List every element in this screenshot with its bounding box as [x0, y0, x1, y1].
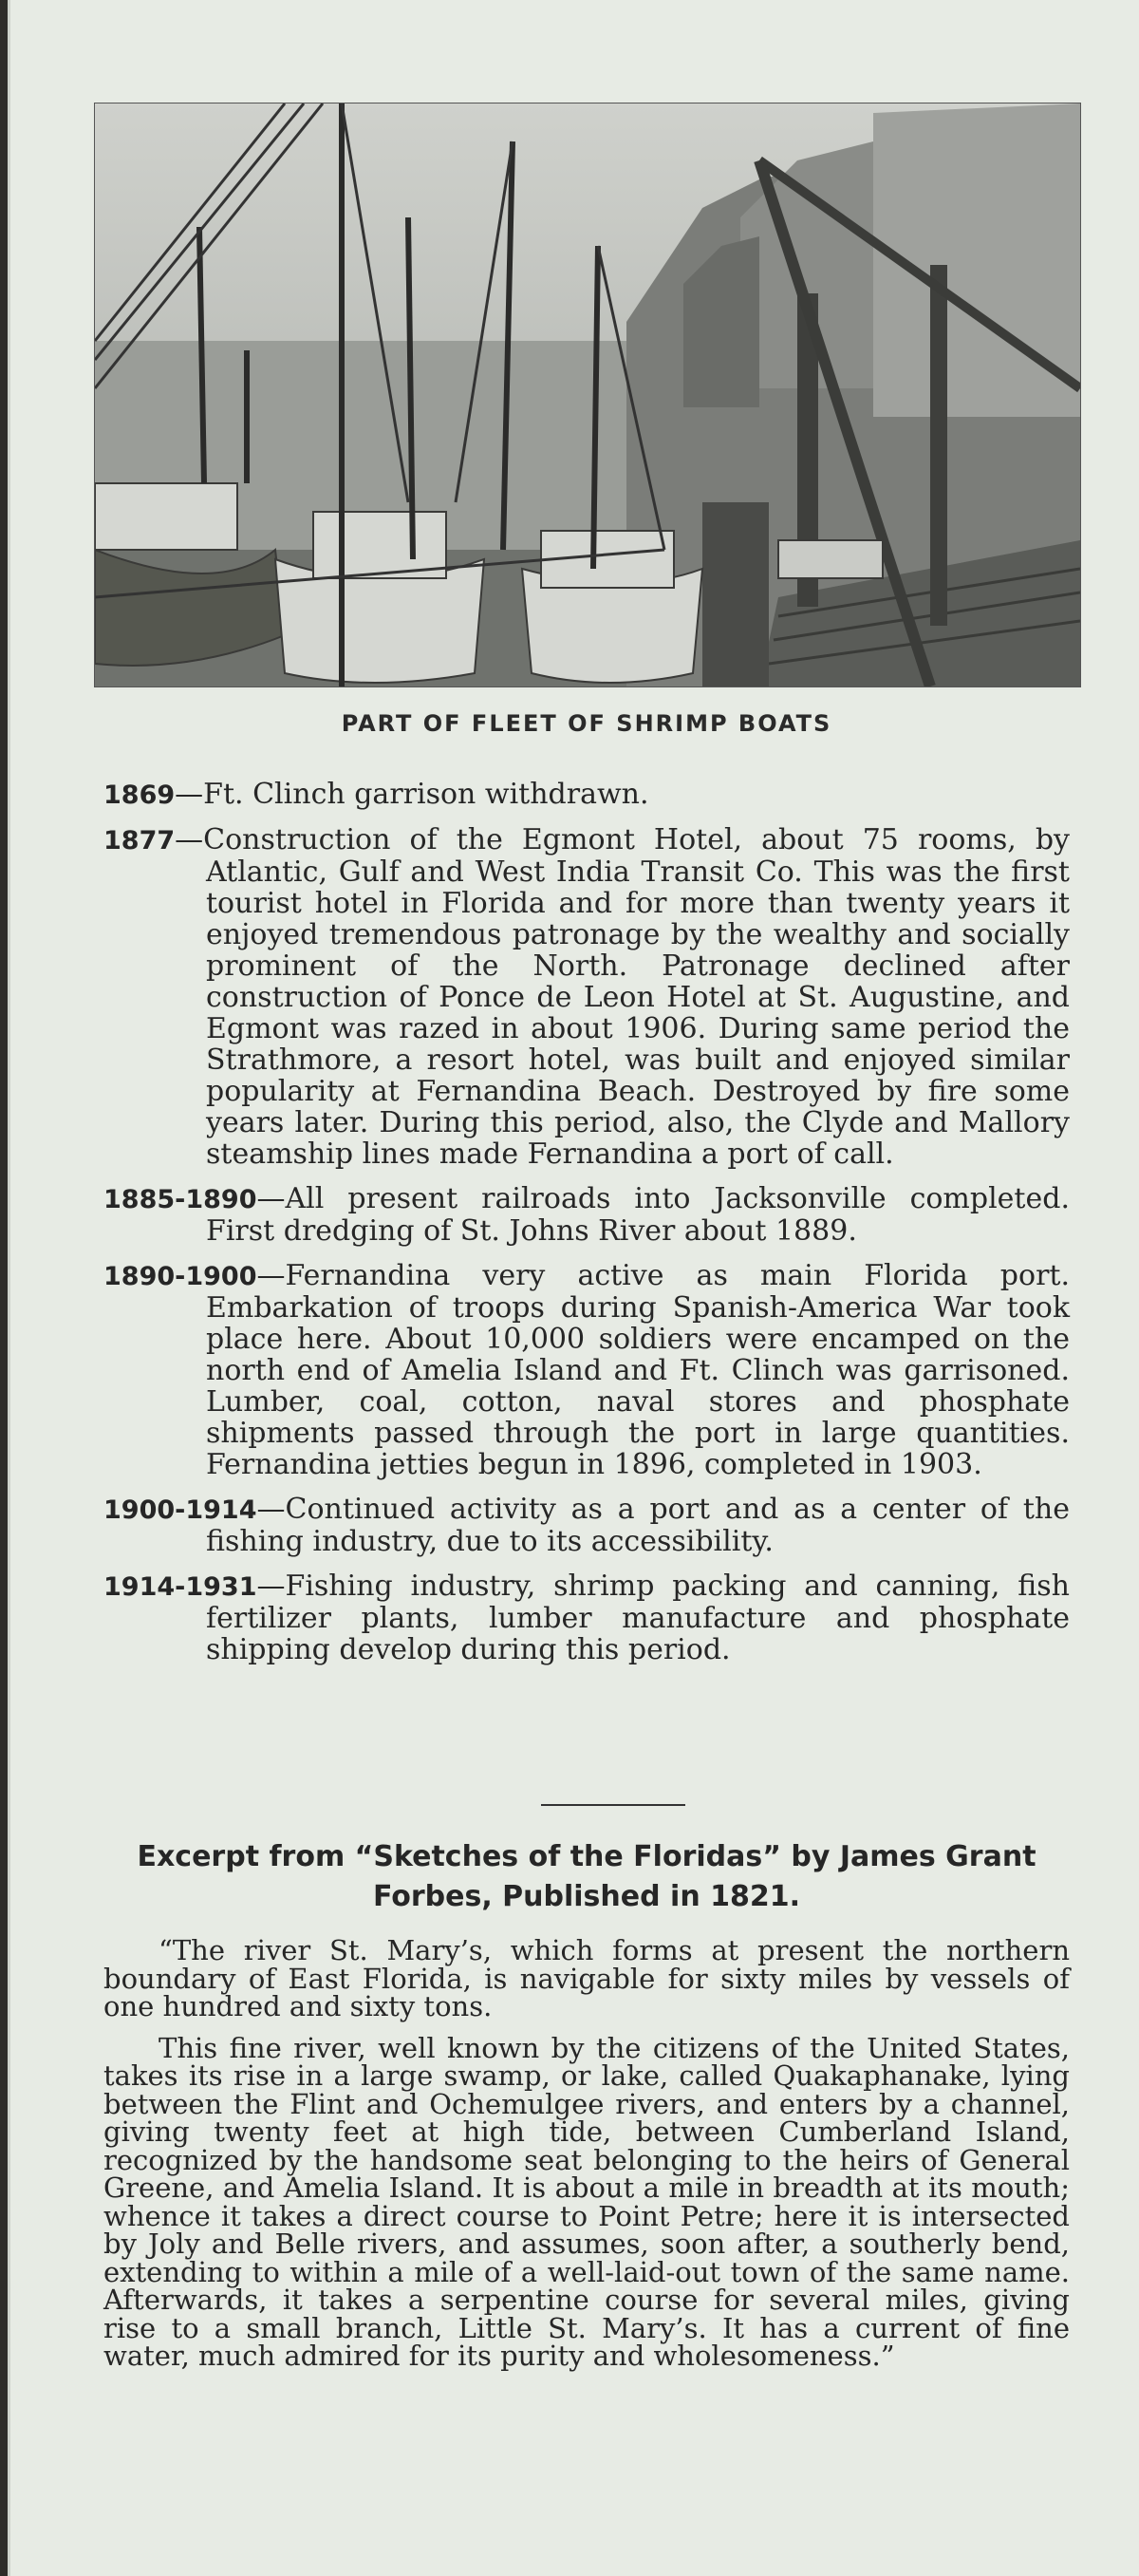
excerpt-quote [103, 1934, 1070, 2384]
timeline-entry: 1890-1900—Fernandina very active as main Florida port. Embarkation of troops during Spanish-America War took place here. About 10,000 soldiers were encamped on the north end of Amelia Island and Ft. Clinch was garrisoned. Lumber, coal, cotton, naval stores and phosphate shipments passed through the port in large quantities. Fernandina jetties begun in 1896, completed in 1903. [103, 1259, 1070, 1481]
timeline-year: 1877 [103, 826, 176, 856]
shrimp-boats-photo [94, 103, 1081, 687]
excerpt-paragraph: This fine river, well known by the citizens of the United States, takes its rise in a large swamp, or lake, called Quakaphanake, lying between the Flint and Ochemulgee rivers, and enters by a channel, giving twenty feet at high tide, between Cumberland Island, recognized by the handsome seat belonging to the heirs of General Greene, and Amelia Island. It is about a mile in breadth at its mouth; whence it takes a direct course to Point Petre; here it is intersected by Joly and Belle rivers, and assumes, soon after, a southerly bend, extending to within a mile of a well-laid-out town of the same name. Afterwards, it takes a serpentine course for several miles, giving rise to a small branch, Little St. Mary’s. It has a current of fine water, much admired for its purity and wholesomeness.” [103, 2031, 1070, 2372]
document-page [8, 0, 1139, 2576]
timeline-entry: 1900-1914—Continued activity as a port and as a center of the fishing industry, due to its accessibility. [103, 1493, 1070, 1558]
excerpt-paragraph: “The river St. Mary’s, which forms at present the northern boundary of East Florida, is navigable for sixty miles by vessels of one hundred and sixty tons. [103, 1934, 1070, 2022]
photo-caption: PART OF FLEET OF SHRIMP BOATS [341, 710, 832, 737]
timeline-entry: 1877—Construction of the Egmont Hotel, about 75 rooms, by Atlantic, Gulf and West India Transit Co. This was the first tourist hotel in Florida and for more than twenty years it enjoyed tremendous patronage by the wealthy and socially prominent of the North. Patronage declined after construction of Ponce de Leon Hotel at St. Augustine, and Egmont was razed in about 1906. During same period the Strathmore, a resort hotel, was built and enjoyed similar popularity at Fernandina Beach. Destroyed by fire some years later. During this period, also, the Clyde and Mallory steamship lines made Fernandina a port of call. [103, 823, 1070, 1171]
timeline-text: All present railroads into Jacksonville completed. First dredging of St. Johns River about 1889. [206, 1182, 1070, 1248]
timeline-year: 1885-1890 [103, 1185, 257, 1214]
timeline-year: 1890-1900 [103, 1262, 257, 1291]
timeline [103, 779, 1070, 1679]
section-divider [541, 1804, 685, 1806]
timeline-text: Ft. Clinch garrison withdrawn. [203, 778, 649, 811]
timeline-entry: 1914-1931—Fishing industry, shrimp packing and canning, fish fertilizer plants, lumber manufacture and phosphate shipping develop during this period. [103, 1570, 1070, 1666]
timeline-text: Continued activity as a port and as a center of the fishing industry, due to its accessibility. [206, 1493, 1070, 1558]
timeline-entry: 1869—Ft. Clinch garrison withdrawn. [103, 778, 649, 811]
timeline-year: 1869 [103, 780, 176, 810]
timeline-entry: 1885-1890—All present railroads into Jacksonville completed. First dredging of St. Johns River about 1889. [103, 1182, 1070, 1248]
timeline-text: Construction of the Egmont Hotel, about 75 rooms, by Atlantic, Gulf and West India Transit Co. This was the first tourist hotel in Florida and for more than twenty years it enjoyed tremendous patronage by the wealthy and socially prominent of the North. Patronage declined after construction of Ponce de Leon Hotel at St. Augustine, and Egmont was razed in about 1906. During same period the Strathmore, a resort hotel, was built and enjoyed similar popularity at Fernandina Beach. Destroyed by fire some years later. During this period, also, the Clyde and Mallory steamship lines made Fernandina a port of call. [203, 823, 1070, 1171]
timeline-year: 1900-1914 [103, 1495, 257, 1525]
timeline-text: Fernandina very active as main Florida port. Embarkation of troops during Spanish-America War took place here. About 10,000 soldiers were encamped on the north end of Amelia Island and Ft. Clinch was garrisoned. Lumber, coal, cotton, naval stores and phosphate shipments passed through the port in large quantities. Fernandina jetties begun in 1896, completed in 1903. [206, 1259, 1070, 1481]
timeline-text: Fishing industry, shrimp packing and canning, fish fertilizer plants, lumber manufacture and phosphate shipping develop during this period. [206, 1570, 1070, 1666]
timeline-year: 1914-1931 [103, 1572, 257, 1602]
excerpt-title: Excerpt from “Sketches of the Floridas” by James Grant Forbes, Published in 1821. [137, 1840, 1036, 1913]
